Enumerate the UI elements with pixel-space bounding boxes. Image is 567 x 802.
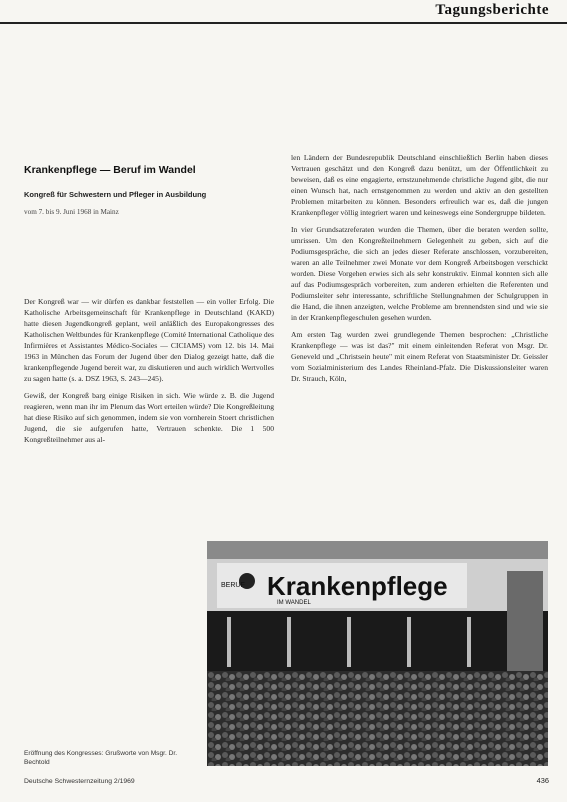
congress-photo [207,541,548,766]
article-headline: Krankenpflege — Beruf im Wandel [24,164,196,176]
right-column [291,152,548,390]
left-column [24,296,274,451]
section-title: Tagungsberichte [435,2,549,18]
right-paragraph-2: In vier Grundsatzreferaten wurden die Themen, über die beraten werden sollte, umrissen. Um den Kongreßteilnehmern Gelegenheit zu geben, sich auf die Podiumsgespräche, die sich an jedes dieser Referate anschlossen, vorzubereiten, waren an alle Teilnehmer zwei Monate vor dem Kongreß Arbeitsbogen verschickt worden. Diese Vorgehen erwies sich als sehr konstruktiv. Einmal konnten sich alle auf das Podiumsgespräch vorbereiten, zum anderen erhielten die Referenten und Podiumsleiter sehr interessante, schriftliche Stellungnahmen der Schulgruppen in die Hand, die ihnen anzeigten, welche Probleme am brennendsten sind und wie sie in der Krankenpflegeschulen gesehen wurden. [291,225,548,322]
photo-caption: Eröffnung des Kongresses: Grußworte von Msgr. Dr. Bechtold [24,750,178,766]
journal-footer: Deutsche Schwesternzeitung 2/1969 [24,778,135,785]
page-number: 436 [536,776,549,785]
left-paragraph-1: Der Kongreß war — wir dürfen es dankbar feststellen — ein voller Erfolg. Die Katholische Arbeitsgemeinschaft für Krankenpflege in Deutschland (KAKD) hatte diesen Jugendkongreß geplant, weil anläßlich des Europakongresses des Katholischen Weltbundes für Krankenpflege (Comité International Catholique des Infirmières et Assistantes Médico-Sociales — CICIAMS) vom 12. bis 14. Mai 1963 in München das Forum der Jugend über den Dialog gezeigt hatte, daß die krankenpflegende Jugend bereit war, zu diskutieren und auch wirklich Wertvolles zu sagen hatte (s. a. DSZ 1963, S. 243—245). [24,297,274,383]
stage [207,611,548,671]
article-subheadline: Kongreß für Schwestern und Pfleger in Ausbildung [24,190,207,199]
left-paragraph-2: Gewiß, der Kongreß barg einige Risiken in sich. Wie würde z. B. die Jugend reagieren, wenn man ihr im Plenum das Wort erteilen würde? Die Kongreßleitung hat diese Risiko auf sich genommen, indem sie von vornherein Stoert christlichen Jugend, die sie aufgerufen hatte, Vertrauen schenkte. Die 1 500 Kongreßteilnehmer aus al- [24,391,274,444]
banner-small-right: IM WANDEL [277,600,311,606]
congress-photo-drawing [207,541,548,766]
banner-word: Krankenpflege [267,571,448,601]
audience [207,671,548,766]
right-paragraph-3: Am ersten Tag wurden zwei grundlegende Themen besprochen: „Christliche Krankenpflege — was ist das?" mit einem einleitenden Referat von Msgr. Dr. Geneveld und „Christsein heute" mit einem Referat von Staatsminister Dr. Geissler vom Sozialministerium des Landes Rheinland-Pfalz. Die Diskussionsleiter waren Dr. Strauch, Köln, [291,330,548,383]
right-paragraph-1: len Ländern der Bundesrepublik Deutschland einschließlich Berlin haben dieses Vertrauen geschätzt und den Kongreß dazu benützt, um der Öffentlichkeit zu beweisen, daß es eine engagierte, ernstzunehmende christliche Jugend gibt, die nur einen Wunsch hat, nach ernstgenommen zu werden und aktiv an den gestellten Problemen mitarbeiten zu können. Besonders erfreulich war es, daß die jungen Krankenpfleger völlig integriert waren und keineswegs eine Sondergruppe bildeten. [291,153,548,217]
banner-small-left: BERUF [221,582,245,589]
article-dateline: vom 7. bis 9. Juni 1968 in Mainz [24,208,119,216]
